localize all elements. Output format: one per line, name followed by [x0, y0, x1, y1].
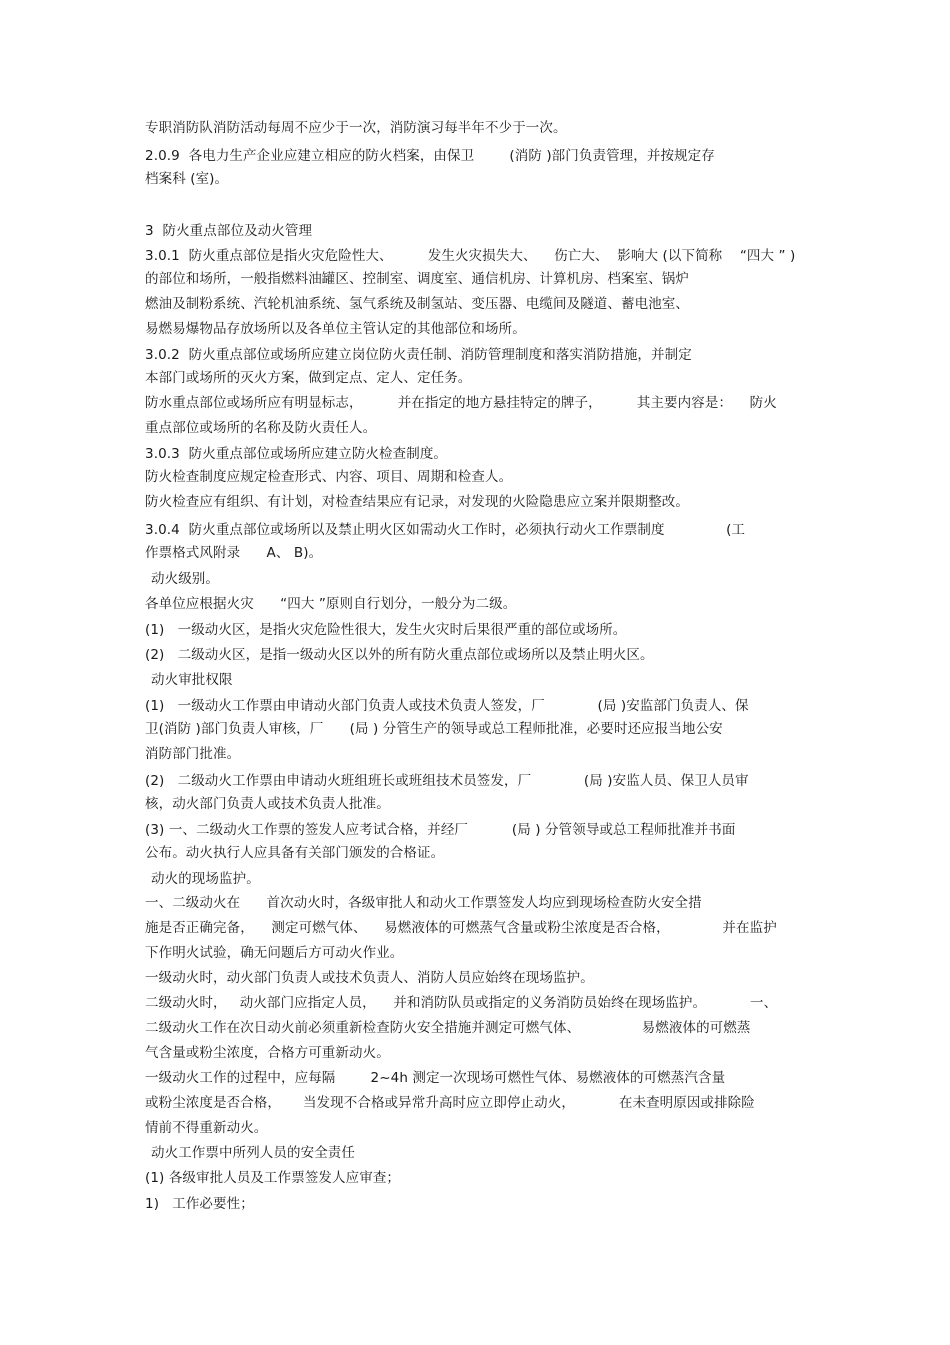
text-line: 3.0.2 防火重点部位或场所应建立岗位防火责任制、消防管理制度和落实消防措施，并制定 [145, 347, 692, 363]
text-line: (1) 各级审批人员及工作票签发人应审查； [145, 1170, 401, 1186]
text-line: 气含量或粉尘浓度，合格方可重新动火。 [145, 1045, 390, 1061]
text-line: 一级动火工作的过程中，应每隔 2~4h 测定一次现场可燃性气体、易燃液体的可燃蒸汽含量 [145, 1070, 726, 1086]
text-line: 3.0.4 防火重点部位或场所以及禁止明火区如需动火工作时，必须执行动火工作票制度 (工 [145, 522, 746, 538]
text-line: 核，动火部门负责人或技术负责人批准。 [145, 796, 390, 812]
text-line: 下作明火试验，确无问题后方可动火作业。 [145, 945, 404, 961]
text-line: 或粉尘浓度是否合格， 当发现不合格或异常升高时应立即停止动火， 在未查明原因或排除险 [145, 1095, 755, 1111]
text-line: (2) 二级动火工作票由申请动火班组班长或班组技术员签发，厂 (局 )安监人员、保卫人员审 [145, 773, 749, 789]
text-line: 易燃易爆物品存放场所以及各单位主管认定的其他部位和场所。 [145, 321, 526, 337]
text-line: 各单位应根据火灾 “四大 ”原则自行划分，一般分为二级。 [145, 596, 517, 612]
text-line: (2) 二级动火区，是指一级动火区以外的所有防火重点部位或场所以及禁止明火区。 [145, 647, 654, 663]
text-line: 二级动火工作在次日动火前必须重新检查防火安全措施并测定可燃气体、 易燃液体的可燃蒸 [145, 1020, 751, 1036]
text-line: 卫(消防 )部门负责人审核，厂 (局 ) 分管生产的领导或总工程师批准，必要时还应报当地公安 [145, 721, 723, 737]
subheading: 动火审批权限 [151, 672, 233, 688]
text-line: 专职消防队消防活动每周不应少于一次，消防演习每半年不少于一次。 [145, 120, 567, 136]
text-line: 情前不得重新动火。 [145, 1120, 268, 1136]
section-heading: 3 防火重点部位及动火管理 [145, 223, 313, 239]
text-line: (1) 一级动火区，是指火灾危险性很大，发生火灾时后果很严重的部位或场所。 [145, 622, 627, 638]
text-line: (1) 一级动火工作票由申请动火部门负责人或技术负责人签发，厂 (局 )安监部门负责人、保 [145, 698, 749, 714]
subheading: 动火级别。 [151, 571, 219, 587]
text-line: 一级动火时，动火部门负责人或技术负责人、消防人员应始终在现场监护。 [145, 970, 594, 986]
subheading: 动火工作票中所列人员的安全责任 [151, 1145, 355, 1161]
text-line: 防火检查应有组织、有计划，对检查结果应有记录，对发现的火险隐患应立案并限期整改。 [145, 494, 689, 510]
text-line: 3.0.1 防火重点部位是指火灾危险性大、 发生火灾损失大、 伤亡大、 影响大 (以下简称 “四大 ” ) [145, 248, 796, 264]
text-line: 防火检查制度应规定检查形式、内容、项目、周期和检查人。 [145, 469, 513, 485]
text-line: 本部门或场所的灭火方案，做到定点、定人、定任务。 [145, 370, 472, 386]
text-line: 的部位和场所，一般指燃料油罐区、控制室、调度室、通信机房、计算机房、档案室、锅炉 [145, 271, 689, 287]
text-line: 重点部位或场所的名称及防火责任人。 [145, 420, 377, 436]
text-line: 3.0.3 防火重点部位或场所应建立防火检查制度。 [145, 446, 448, 462]
text-line: 2.0.9 各电力生产企业应建立相应的防火档案，由保卫 (消防 )部门负责管理，并按规定存 [145, 148, 715, 164]
subheading: 动火的现场监护。 [151, 871, 260, 887]
text-line: 施是否正确完备， 测定可燃气体、 易燃液体的可燃蒸气含量或粉尘浓度是否合格， 并在监护 [145, 920, 777, 936]
text-line: 1) 工作必要性； [145, 1196, 254, 1212]
text-line: 防水重点部位或场所应有明显标志， 并在指定的地方悬挂特定的牌子， 其主要内容是： 防火 [145, 395, 777, 411]
text-line: 燃油及制粉系统、汽轮机油系统、氢气系统及制氢站、变压器、电缆间及隧道、蓄电池室、 [145, 296, 689, 312]
text-line: 消防部门批准。 [145, 746, 241, 762]
text-line: 档案科 (室)。 [145, 171, 229, 187]
text-line: 作票格式风附录 A、 B)。 [145, 545, 323, 561]
text-line: (3) 一、二级动火工作票的签发人应考试合格，并经厂 (局 ) 分管领导或总工程师批准并书面 [145, 822, 736, 838]
text-line: 公布。动火执行人应具备有关部门颁发的合格证。 [145, 845, 445, 861]
text-line: 一、二级动火在 首次动火时，各级审批人和动火工作票签发人均应到现场检查防火安全措 [145, 895, 702, 911]
text-line: 二级动火时， 动火部门应指定人员， 并和消防队员或指定的义务消防员始终在现场监护。 一、 [145, 995, 778, 1011]
